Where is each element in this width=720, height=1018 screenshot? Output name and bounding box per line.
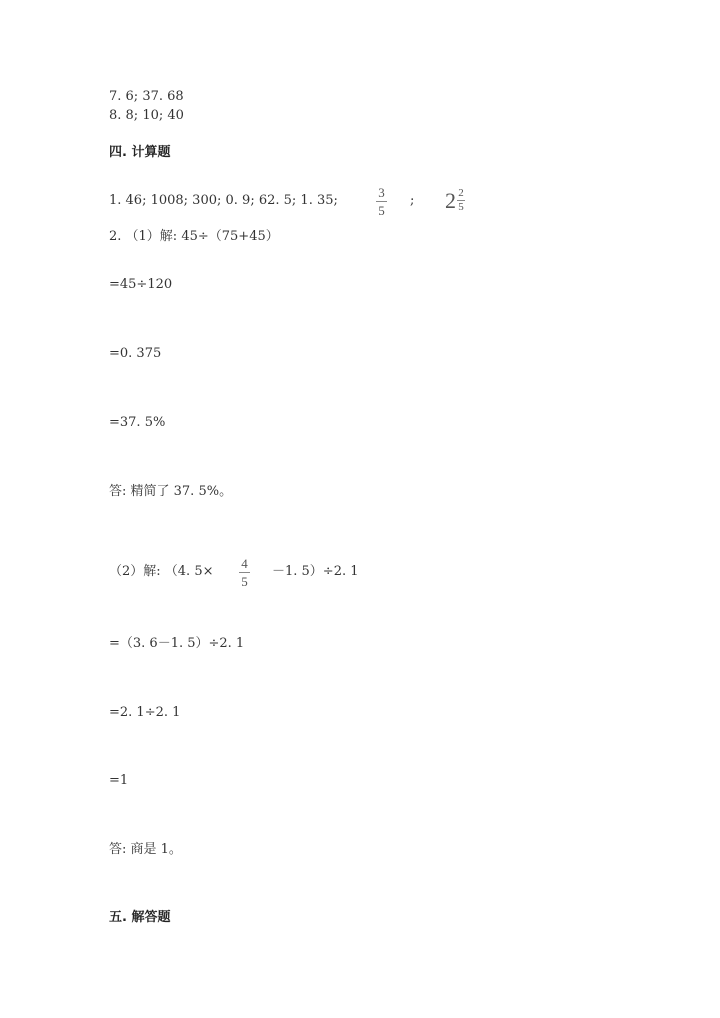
answer-line-q1: 1. 46; 1008; 300; 0. 9; 62. 5; 1. 35;	[109, 193, 338, 208]
fraction-3-5	[376, 186, 387, 217]
answer-statement: 答: 商是 1。	[109, 842, 182, 857]
fraction-numerator: 2	[458, 187, 464, 199]
mixed-number	[445, 188, 465, 213]
fraction-bar	[376, 201, 387, 202]
solution-step: =0. 375	[109, 346, 162, 361]
mixed-fraction	[457, 188, 465, 213]
fraction-denominator: 5	[378, 203, 385, 218]
fraction-denominator: 5	[458, 201, 464, 213]
solution-step: =（3. 6－1. 5）÷2. 1	[109, 636, 245, 651]
fraction-denominator: 5	[241, 574, 248, 589]
section-heading-5: 五. 解答题	[109, 910, 171, 925]
solution-step: =45÷120	[109, 277, 173, 292]
fraction-4-5	[239, 557, 250, 588]
fraction-numerator: 4	[241, 556, 248, 571]
section-heading-4: 四. 计算题	[109, 145, 171, 160]
separator: ;	[410, 193, 415, 208]
solution-step: =1	[109, 773, 129, 788]
mixed-whole: 2	[445, 187, 456, 213]
solution-2-2-tail: －1. 5）÷2. 1	[272, 564, 359, 579]
answer-statement: 答: 精简了 37. 5%。	[109, 484, 233, 499]
fraction-numerator: 3	[378, 185, 385, 200]
solution-step: =2. 1÷2. 1	[109, 705, 181, 720]
solution-2-2-header: （2）解: （4. 5×	[109, 564, 214, 579]
solution-2-1-header: 2. （1）解: 45÷（75+45）	[109, 229, 279, 244]
solution-step: =37. 5%	[109, 415, 166, 430]
answer-line-8: 8. 8; 10; 40	[109, 108, 184, 123]
fraction-bar	[239, 572, 250, 573]
answer-line-7: 7. 6; 37. 68	[109, 89, 184, 104]
